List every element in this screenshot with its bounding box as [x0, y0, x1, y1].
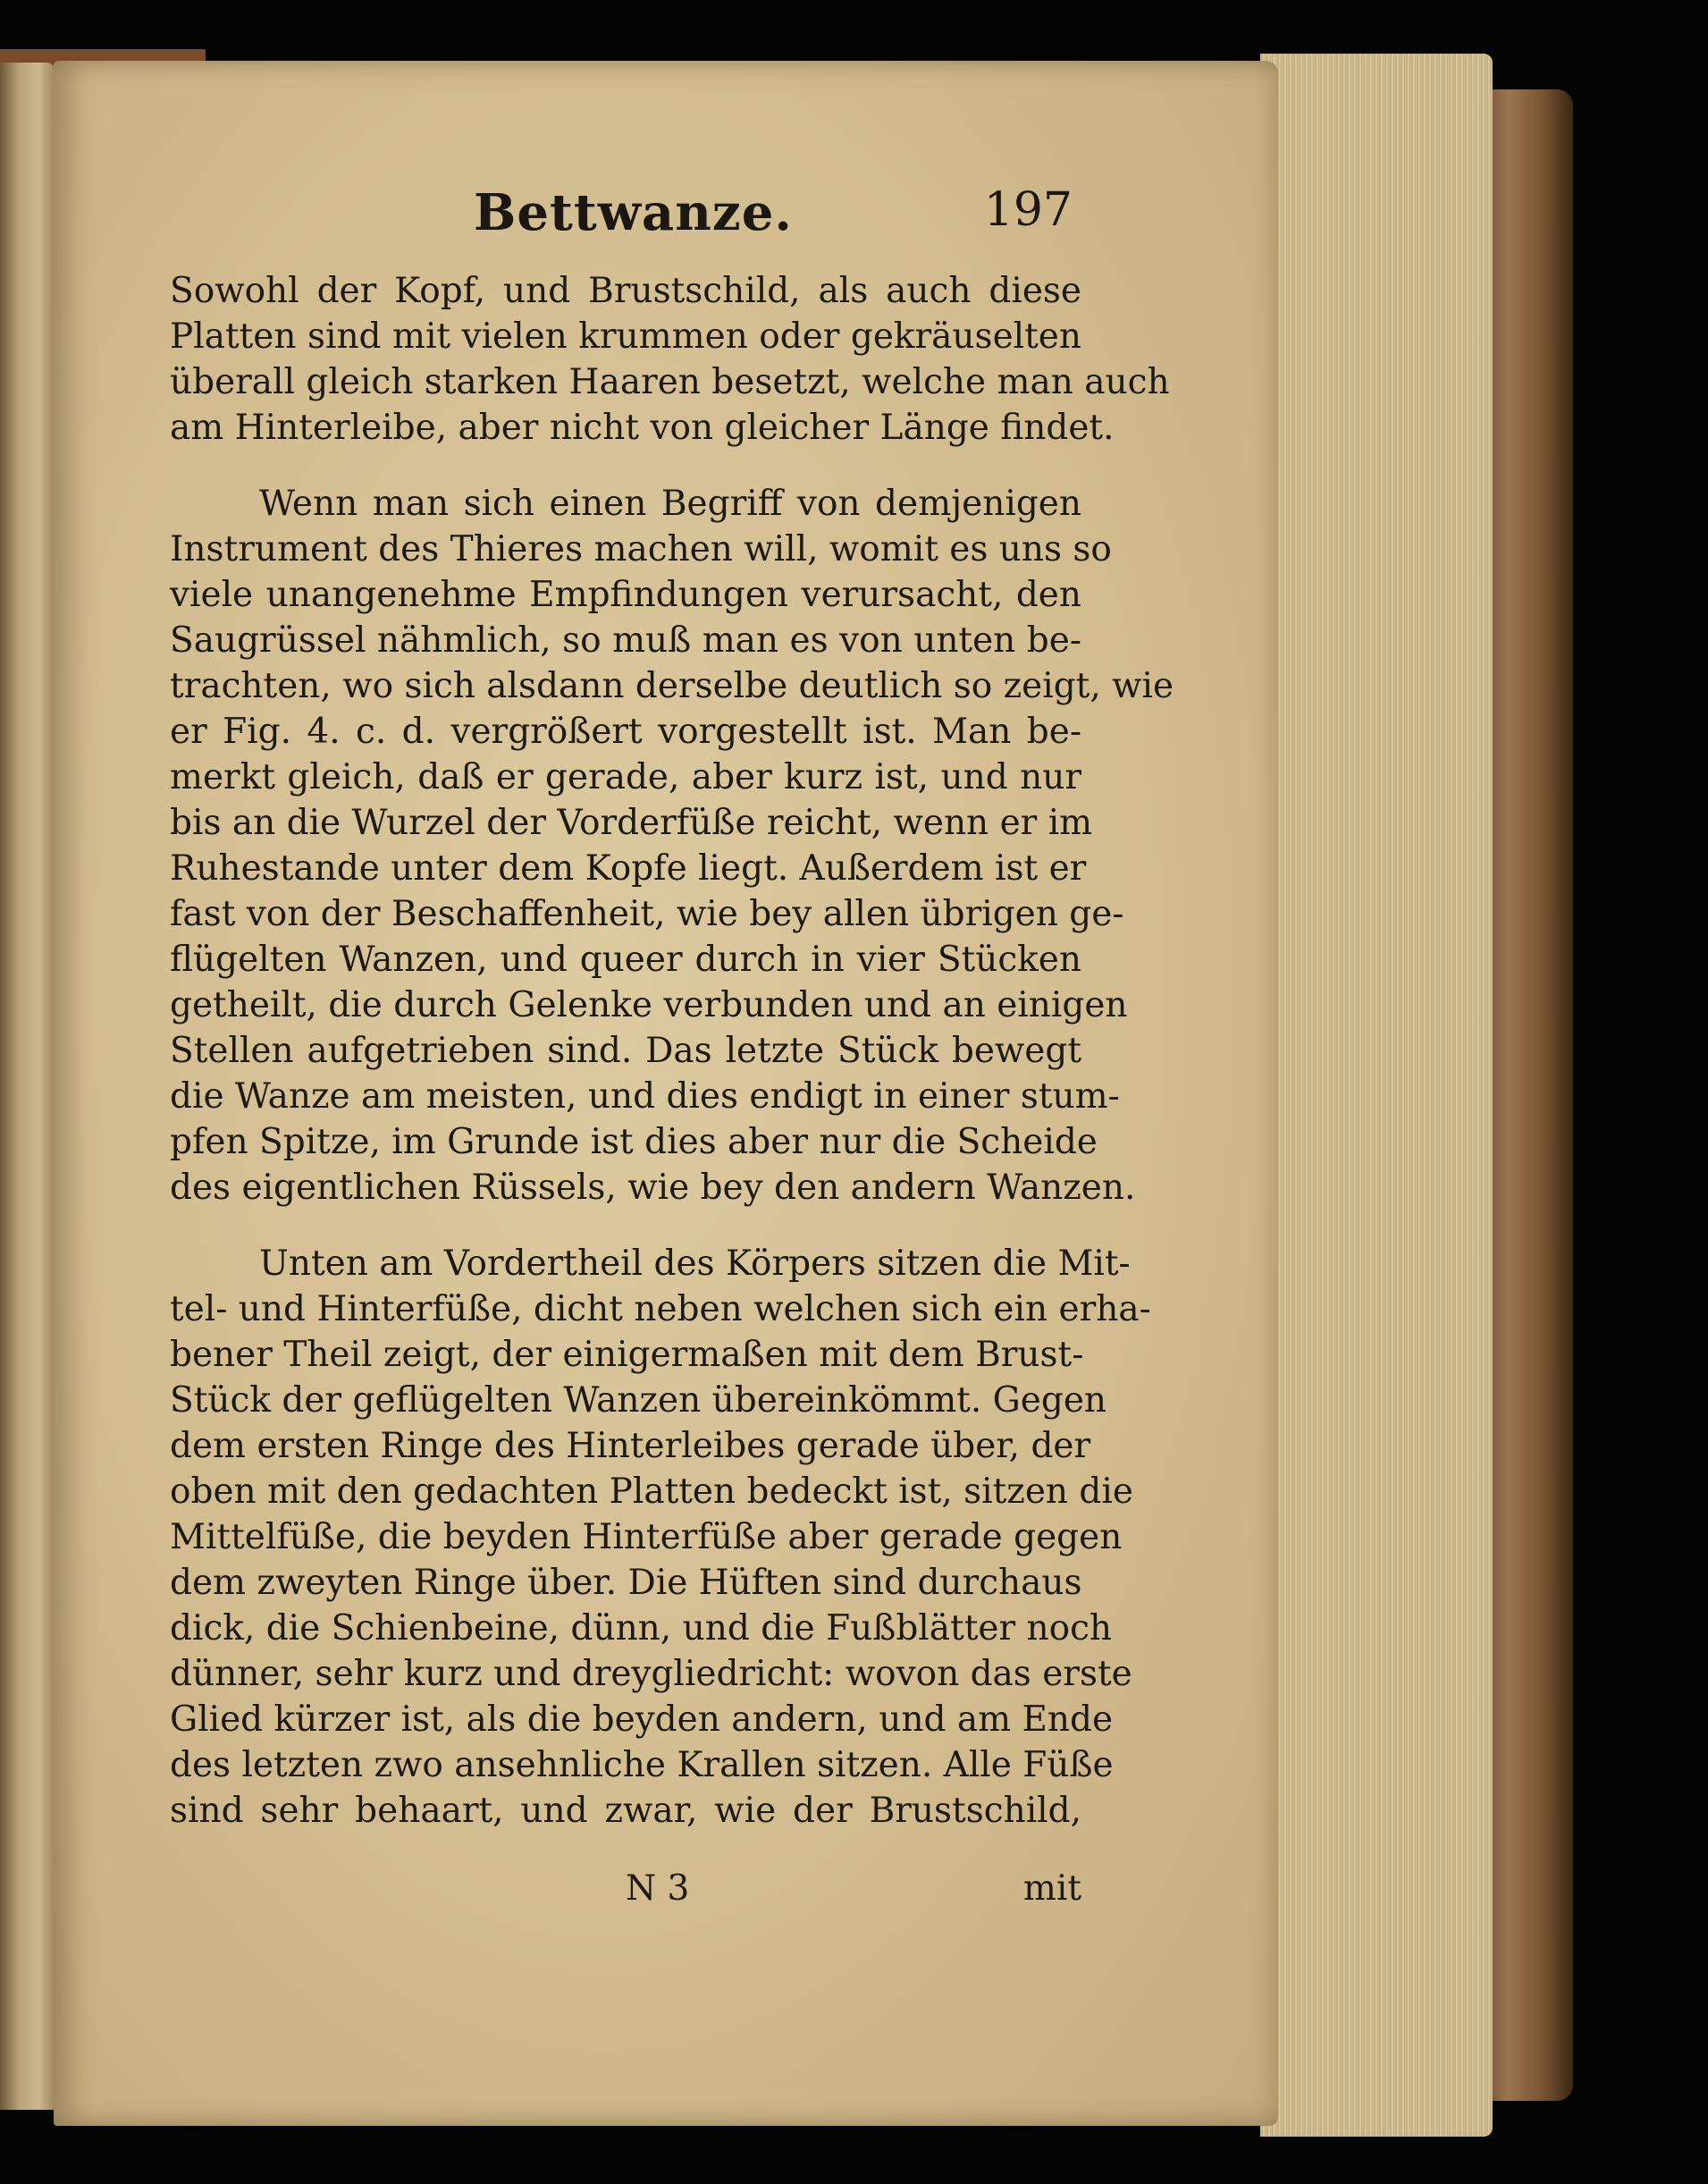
text-line: überall gleich starken Haaren besetzt, welche man auch [170, 362, 1170, 402]
text-line: viele unangenehme Empfindungen verursacht, den [170, 575, 1081, 615]
text-line: Stück der geflügelten Wanzen übereinkömmt. Gegen [170, 1380, 1107, 1421]
text-line: Platten sind mit vielen krummen oder gekräuselten [170, 316, 1081, 357]
text-line: oben mit den gedachten Platten bedeckt ist, sitzen die [170, 1471, 1133, 1512]
text-line: dick, die Schienbeine, dünn, und die Fußblätter noch [170, 1608, 1113, 1649]
page-title: Bettwanze. [474, 183, 793, 242]
text-line: getheilt, die durch Gelenke verbunden und an einigen [170, 985, 1128, 1025]
text-line: die Wanze am meisten, und dies endigt in einer stum- [170, 1076, 1120, 1117]
text-line: Ruhestande unter dem Kopfe liegt. Außerdem ist er [170, 848, 1087, 889]
text-line: Glied kürzer ist, als die beyden andern, und am Ende [170, 1699, 1114, 1740]
paragraph [170, 268, 1170, 451]
page-number: 197 [983, 183, 1073, 237]
page-block-edges [1260, 54, 1493, 2137]
text-line: Instrument des Thieres machen will, womit es uns so [170, 529, 1112, 569]
body-text [170, 268, 1174, 1864]
text-line: merkt gleich, daß er gerade, aber kurz ist, und nur [170, 757, 1081, 797]
signature-mark: N 3 [626, 1868, 690, 1909]
text-line: dem zweyten Ringe über. Die Hüften sind durchaus [170, 1563, 1082, 1603]
text-line: tel- und Hinterfüße, dicht neben welchen sich ein erha- [170, 1289, 1151, 1329]
catchword: mit [1022, 1868, 1081, 1909]
text-line: dem ersten Ringe des Hinterleibes gerade über, der [170, 1426, 1091, 1466]
paragraph [170, 481, 1174, 1210]
text-line: des letzten zwo ansehnliche Krallen sitzen. Alle Füße [170, 1745, 1114, 1785]
text-line: bis an die Wurzel der Vorderfüße reicht, wenn er im [170, 803, 1093, 843]
text-line: Stellen aufgetrieben sind. Das letzte Stück bewegt [170, 1031, 1081, 1071]
text-line: dünner, sehr kurz und dreygliedricht: wovon das erste [170, 1654, 1132, 1694]
facing-page [0, 63, 55, 2110]
text-line: Sowohl der Kopf, und Brustschild, als auch diese [170, 271, 1081, 311]
text-line: pfen Spitze, im Grunde ist dies aber nur die Scheide [170, 1122, 1098, 1162]
text-line: Wenn man sich einen Begriff von demjenigen [259, 484, 1081, 524]
text-line: des eigentlichen Rüssels, wie bey den andern Wanzen. [170, 1168, 1136, 1208]
paragraph [170, 1241, 1151, 1834]
text-line: sind sehr behaart, und zwar, wie der Brustschild, [170, 1791, 1081, 1831]
text-line: am Hinterleibe, aber nicht von gleicher Länge findet. [170, 408, 1115, 448]
text-line: Unten am Vordertheil des Körpers sitzen die Mit- [259, 1244, 1131, 1284]
page-footer [170, 1868, 1081, 1913]
text-line: Mittelfüße, die beyden Hinterfüße aber gerade gegen [170, 1517, 1123, 1557]
text-line: flügelten Wanzen, und queer durch in vier Stücken [170, 940, 1081, 980]
text-line: Saugrüssel nähmlich, so muß man es von unten be- [170, 620, 1081, 661]
running-head [179, 183, 1073, 255]
text-line: er Fig. 4. c. d. vergrößert vorgestellt ist. Man be- [170, 712, 1081, 752]
text-line: fast von der Beschaffenheit, wie bey allen übrigen ge- [170, 894, 1124, 934]
text-line: bener Theil zeigt, der einigermaßen mit dem Brust- [170, 1335, 1084, 1375]
text-line: trachten, wo sich alsdann derselbe deutlich so zeigt, wie [170, 666, 1174, 706]
